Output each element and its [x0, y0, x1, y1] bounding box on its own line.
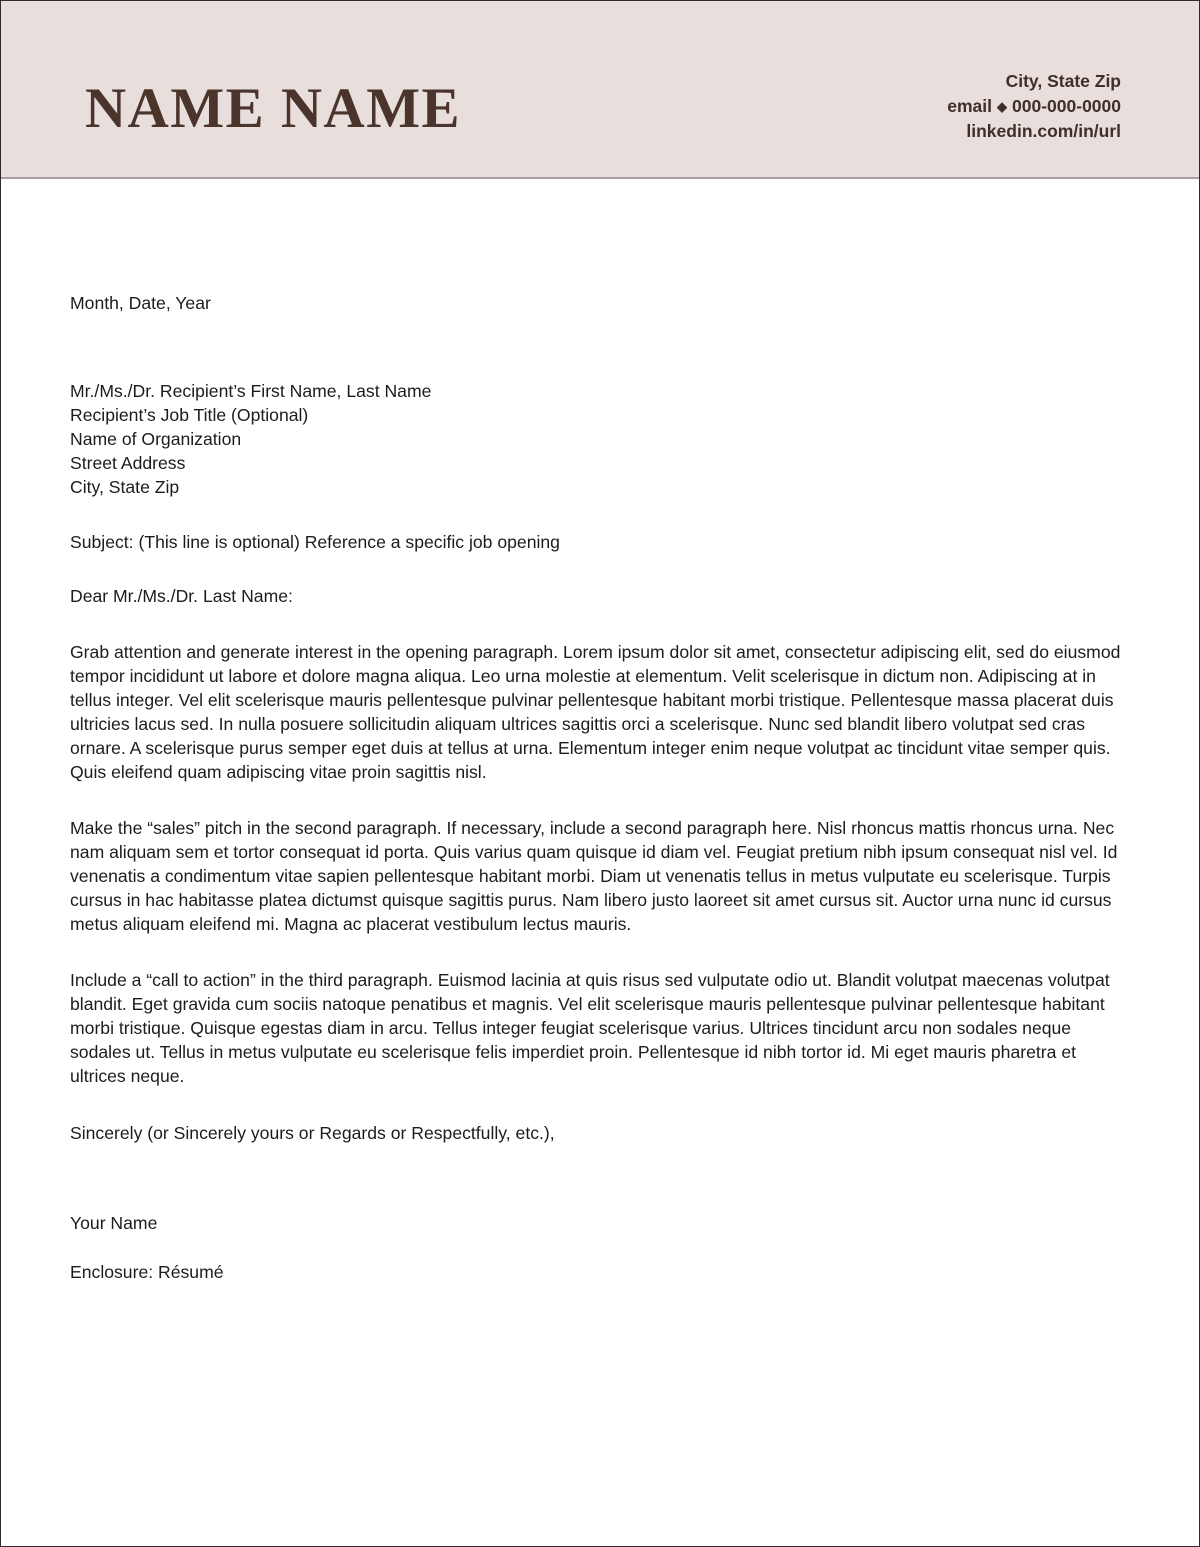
letter-subject-line: Subject: (This line is optional) Reference a specific job opening — [70, 532, 560, 552]
contact-email[interactable]: email — [947, 96, 993, 116]
letter-salutation: Dear Mr./Ms./Dr. Last Name: — [70, 586, 293, 606]
letter-date: Month, Date, Year — [70, 293, 211, 313]
letterhead-header — [1, 1, 1200, 179]
contact-linkedin-url[interactable]: linkedin.com/in/url — [966, 121, 1121, 141]
diamond-bullet-icon: ◆ — [997, 99, 1008, 114]
page-title: NAME NAME — [85, 77, 462, 140]
recipient-city-state-zip: City, State Zip — [70, 477, 180, 497]
recipient-job-title: Recipient’s Job Title (Optional) — [70, 405, 309, 425]
recipient-address-block — [70, 379, 1132, 499]
letter-paragraph-2: Make the “sales” pitch in the second paragraph. If necessary, include a second paragraph here. Nisl rhoncus mattis rhoncus urna. Nec nam aliquam sem et tortor consequat id porta. Quis varius quam quisque id diam vel. Feugiat pretium nibh ipsum consequat nisl vel. Id venenatis a condimentum vitae sapien pellentesque habitant morbi. Diam ut venenatis tellus in metus vulputate eu scelerisque. Turpis cursus in hac habitasse platea dictumst quisque sagittis purus. Nam libero justo laoreet sit amet cursus sit. Auctor urna nunc id cursus metus aliquam eleifend mi. Magna ac placerat vestibulum lectus mauris. — [70, 818, 1118, 934]
contact-email-phone-line — [947, 94, 1121, 119]
recipient-street-address: Street Address — [70, 453, 186, 473]
contact-phone[interactable]: 000-000-0000 — [1012, 96, 1121, 116]
letter-enclosure: Enclosure: Résumé — [70, 1262, 224, 1282]
recipient-organization: Name of Organization — [70, 429, 242, 449]
letter-paragraph-3: Include a “call to action” in the third paragraph. Euismod lacinia at quis risus sed vulputate odio ut. Blandit volutpat maecenas volutpat blandit. Eget gravida cum sociis natoque penatibus et magnis. Vel elit scelerisque mauris pellentesque pulvinar pellentesque habitant morbi tristique. Quisque egestas diam in arcu. Tellus integer feugiat scelerisque varius. Ultrices tincidunt arcu non sodales neque sodales ut. Tellus in metus vulputate eu scelerisque felis imperdiet proin. Pellentesque id nibh tortor id. Mi eget mauris pharetra et ultrices neque. — [70, 970, 1110, 1086]
contact-city-state-zip: City, State Zip — [1005, 71, 1121, 91]
letter-closing: Sincerely (or Sincerely yours or Regards or Respectfully, etc.), — [70, 1123, 555, 1143]
letter-body — [70, 291, 1132, 1284]
recipient-name: Mr./Ms./Dr. Recipient’s First Name, Last Name — [70, 381, 432, 401]
letter-paragraph-1: Grab attention and generate interest in the opening paragraph. Lorem ipsum dolor sit amet, consectetur adipiscing elit, sed do eiusmod tempor incididunt ut labore et dolore magna aliqua. Leo urna molestie at elementum. Velit scelerisque in dictum non. Adipiscing at in tellus integer. Vel elit scelerisque mauris pellentesque pulvinar pellentesque habitant morbi tristique. Pellentesque massa placerat duis ultricies lacus sed. In nulla posuere sollicitudin aliquam ultrices sagittis orci a scelerisque. Nunc sed blandit libero volutpat sed cras ornare. A scelerisque purus semper eget duis at tellus at urna. Elementum integer enim neque volutpat ac tincidunt vitae semper quis. Quis eleifend quam adipiscing vitae proin sagittis nisl. — [70, 642, 1121, 782]
signature-name: Your Name — [70, 1213, 158, 1233]
contact-info-block — [947, 69, 1121, 144]
